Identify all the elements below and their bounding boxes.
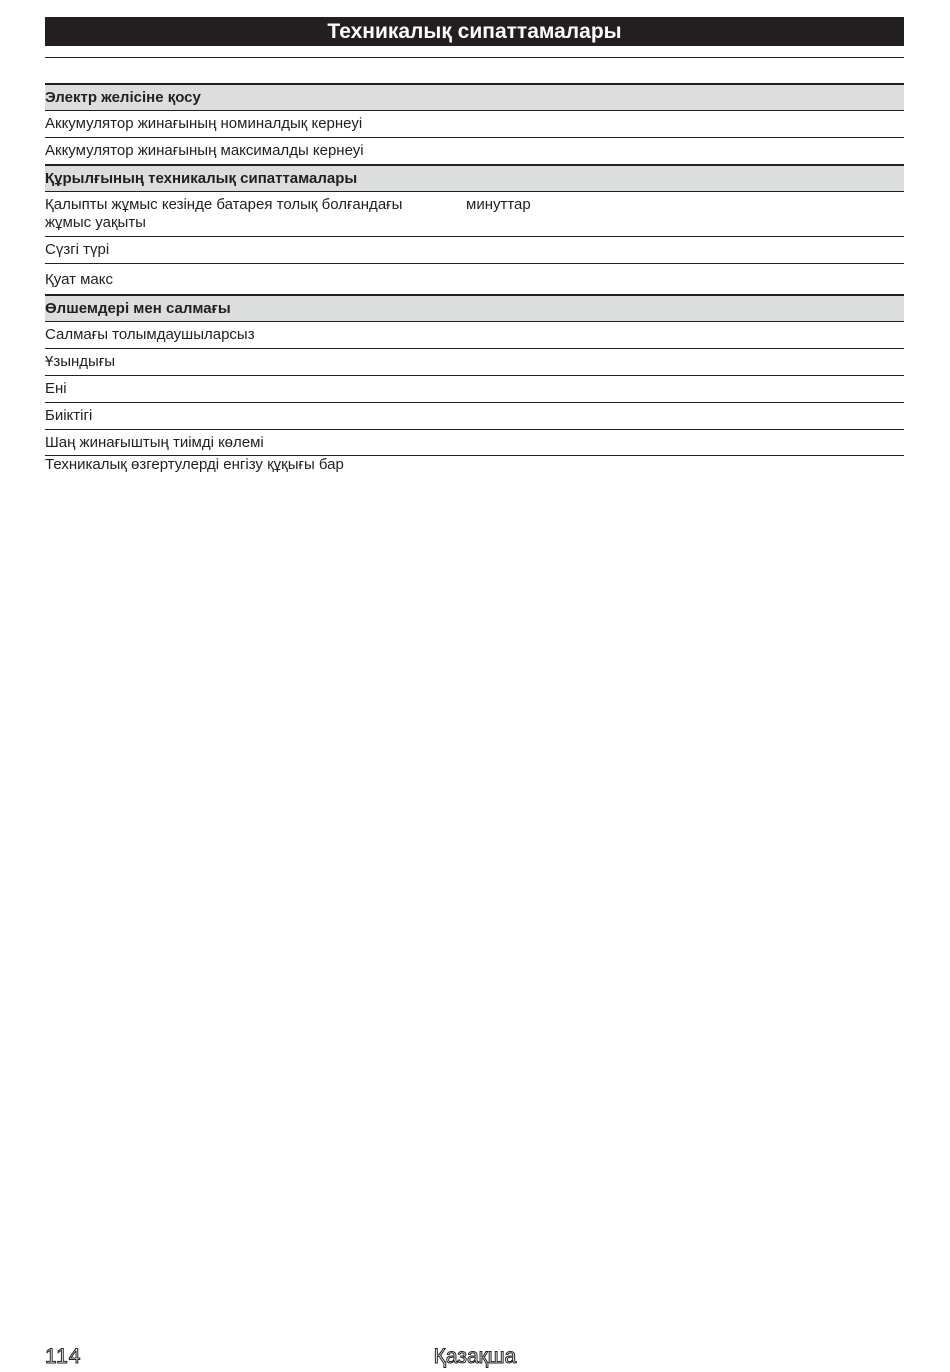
section-header-device-specs: Құрылғының техникалық сипаттамалары xyxy=(45,164,904,191)
title-divider xyxy=(45,57,904,58)
table-row-dust-volume: Шаң жинағыштың тиімді көлемі xyxy=(45,429,904,456)
section-header-power-connection: Электр желісіне қосу xyxy=(45,83,904,110)
section-header-dimensions-weight: Өлшемдері мен салмағы xyxy=(45,294,904,321)
table-row-length: Ұзындығы xyxy=(45,348,904,375)
language-label: Қазақша xyxy=(433,1345,517,1368)
runtime-label-line2: жұмыс уақыты xyxy=(45,214,146,231)
table-row-max-voltage: Аккумулятор жинағының максималды кернеуі xyxy=(45,137,904,164)
table-row-nominal-voltage: Аккумулятор жинағының номиналдық кернеуі xyxy=(45,110,904,137)
spec-table xyxy=(45,83,904,456)
table-row-weight: Салмағы толымдаушыларсыз xyxy=(45,321,904,348)
technical-changes-note: Техникалық өзгертулерді енгізу құқығы бар xyxy=(45,456,344,473)
table-row-width: Ені xyxy=(45,375,904,402)
runtime-label-line1: Қалыпты жұмыс кезінде батарея толық болғандағы xyxy=(45,196,403,213)
page-title: Техникалық сипаттамалары xyxy=(45,17,904,46)
page-number: 114 xyxy=(45,1345,82,1368)
table-row-height: Биіктігі xyxy=(45,402,904,429)
table-row-power: Қуат макс xyxy=(45,263,904,294)
runtime-unit: минуттар xyxy=(466,196,531,213)
table-row-filter-type: Сүзгі түрі xyxy=(45,236,904,263)
table-row-runtime xyxy=(45,191,904,236)
